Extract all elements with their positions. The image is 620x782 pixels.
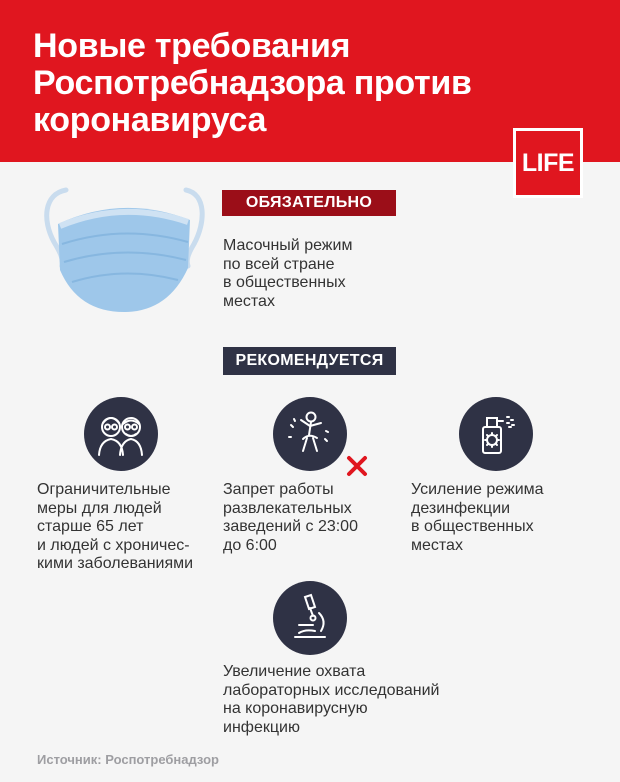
disinfectant-spray-icon <box>459 397 533 471</box>
page-title: Новые требования Роспотребнадзора против коронавируса <box>33 27 472 139</box>
entertainment-ban-text: Запрет работы развлекательных заведений с 23:00 до 6:00 <box>223 481 358 554</box>
elderly-couple-icon <box>84 397 158 471</box>
life-logo <box>513 128 583 198</box>
mask-regime-text: Масочный режим по всей стране в общественных местах <box>223 237 353 310</box>
microscope-icon <box>273 581 347 655</box>
disinfection-text: Усиление режима дезинфекции в общественных местах <box>411 481 544 554</box>
restriction-elderly-text: Ограничительные меры для людей старше 65 лет и людей с хроничес- кими заболеваниями <box>37 481 194 572</box>
logo-text: LIFE <box>521 148 575 177</box>
source-caption: Источник: Роспотребнадзор <box>37 752 219 767</box>
dancing-person-icon <box>273 397 347 471</box>
medical-mask-icon <box>38 180 208 320</box>
mandatory-badge: ОБЯЗАТЕЛЬНО <box>222 190 396 216</box>
laboratory-testing-text: Увеличение охвата лабораторных исследований на коронавирусную инфекцию <box>223 663 440 736</box>
prohibition-cross-icon <box>345 454 369 478</box>
recommended-badge: РЕКОМЕНДУЕТСЯ <box>223 347 396 375</box>
